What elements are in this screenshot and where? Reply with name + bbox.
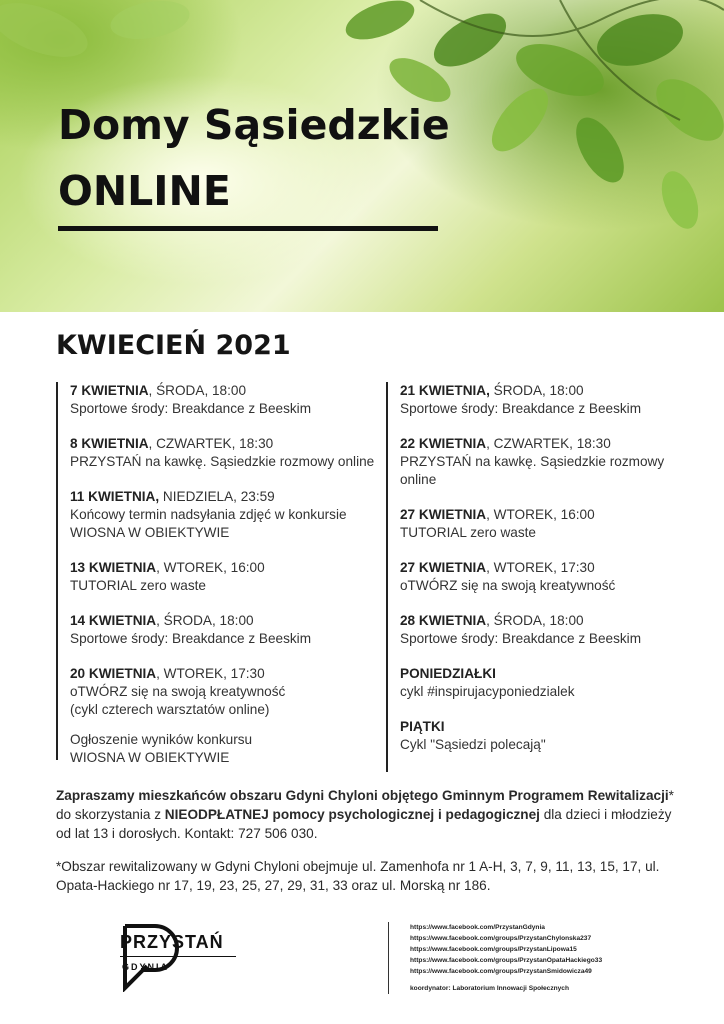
event-date: 27 KWIETNIA [400,507,487,522]
invitation-asterisk: * [668,788,674,803]
event-description: oTWÓRZ się na swoją kreatywność [70,684,286,699]
invitation-contact: dla dzieci i młodzieży od lat 13 i dorosłych. Kontakt: 727 506 030. [56,807,672,841]
event-item [70,488,390,542]
event-date: 8 KWIETNIA [70,436,149,451]
event-description: Sportowe środy: Breakdance z Beeskim [400,631,642,646]
title-divider [58,226,438,231]
event-date: 7 KWIETNIA [70,383,149,398]
event-time: , WTOREK, 16:00 [156,560,265,575]
facebook-link[interactable]: https://www.facebook.com/groups/PrzystanChylonska237 [410,935,592,942]
event-description: Sportowe środy: Breakdance z Beeskim [70,401,312,416]
event-item [70,382,390,418]
event-item [70,731,390,767]
schedule-right-column [386,382,700,772]
event-description: Sportowe środy: Breakdance z Beeskim [70,631,312,646]
event-description: Sportowe środy: Breakdance z Beeskim [400,401,642,416]
event-time: , WTOREK, 17:30 [486,560,595,575]
page-title [58,92,450,224]
event-item [70,435,390,471]
invitation-bold-intro: Zapraszamy mieszkańców obszaru Gdyni Chyloni objętego Gminnym Programem Rewitalizacji [56,788,669,803]
event-date: 13 KWIETNIA [70,560,157,575]
area-footnote: *Obszar rewitalizowany w Gdyni Chyloni obejmuje ul. Zamenhofa nr 1 A-H, 3, 7, 9, 11, 13, 15, 17, ul. Opata-Hackiego nr 17, 19, 23, 25, 27, 29, 31, 33 oraz ul. Morską nr 186. [56,859,660,893]
event-date: 28 KWIETNIA [400,613,487,628]
facebook-link[interactable]: https://www.facebook.com/groups/PrzystanOpataHackiego33 [410,957,603,964]
event-item [400,612,700,648]
event-date: 20 KWIETNIA [70,666,157,681]
series-item [400,665,700,701]
footer-divider [388,922,389,994]
invitation-text: do skorzystania z [56,807,165,822]
event-time: , WTOREK, 16:00 [486,507,595,522]
title-line-1: Domy Sąsiedzkie [58,101,450,149]
event-time: , CZWARTEK, 18:30 [486,436,611,451]
facebook-link[interactable]: https://www.facebook.com/PrzystanGdynia [410,924,545,931]
event-item [400,559,700,595]
event-description: WIOSNA W OBIEKTYWIE [70,750,230,765]
event-description: PRZYSTAŃ na kawkę. Sąsiedzkie rozmowy online [70,454,375,469]
invitation-highlight: NIEODPŁATNEJ pomocy psychologicznej i pedagogicznej [164,807,540,822]
event-time: ŚRODA, 18:00 [489,383,584,398]
event-time: NIEDZIELA, 23:59 [159,489,275,504]
invitation-paragraph [56,786,676,843]
series-description: cykl #inspirujacyponiedzialek [400,684,575,699]
event-time: , WTOREK, 17:30 [156,666,265,681]
event-time: , CZWARTEK, 18:30 [148,436,274,451]
event-time: , ŚRODA, 18:00 [486,613,584,628]
event-description: Ogłoszenie wyników konkursu [70,732,253,747]
event-description: TUTORIAL zero waste [70,578,206,593]
event-item [400,435,700,489]
event-date: 14 KWIETNIA [70,613,157,628]
event-item [400,382,700,418]
series-heading: PIĄTKI [400,719,445,734]
series-description: Cykl "Sąsiedzi polecają" [400,737,546,752]
event-description: oTWÓRZ się na swoją kreatywność [400,578,616,593]
event-item [70,612,390,648]
month-heading: KWIECIEŃ 2021 [56,330,291,361]
facebook-link[interactable]: https://www.facebook.com/groups/PrzystanLipowa15 [410,946,577,953]
coordinator-text: koordynator: Laboratorium Innowacji Społecznych [410,985,570,992]
event-description: Końcowy termin nadsyłania zdjęć w konkursie [70,507,347,522]
event-description: online [400,472,437,487]
event-date: 22 KWIETNIA [400,436,487,451]
logo-name: PRZYSTAŃ [120,932,224,952]
facebook-link[interactable]: https://www.facebook.com/groups/PrzystanSmidowicza49 [410,968,592,975]
event-date: 27 KWIETNIA [400,560,487,575]
event-date: 11 KWIETNIA, [70,489,160,504]
event-description: WIOSNA W OBIEKTYWIE [70,525,230,540]
hero-banner [0,0,724,312]
event-date: 21 KWIETNIA, [400,383,490,398]
event-item [70,665,390,719]
logo-underline [120,956,236,957]
logo-city: GDYNIA [122,962,170,972]
series-item [400,718,700,754]
event-description: PRZYSTAŃ na kawkę. Sąsiedzkie rozmowy [400,454,665,469]
event-item [70,559,390,595]
event-time: , ŚRODA, 18:00 [148,383,247,398]
event-time: , ŚRODA, 18:00 [156,613,254,628]
event-description: TUTORIAL zero waste [400,525,536,540]
schedule-left-column [56,382,390,765]
title-line-2: ONLINE [58,167,231,215]
event-description: (cykl czterech warsztatów online) [70,702,270,717]
event-item [400,506,700,542]
series-heading: PONIEDZIAŁKI [400,666,496,681]
facebook-links [410,922,710,994]
